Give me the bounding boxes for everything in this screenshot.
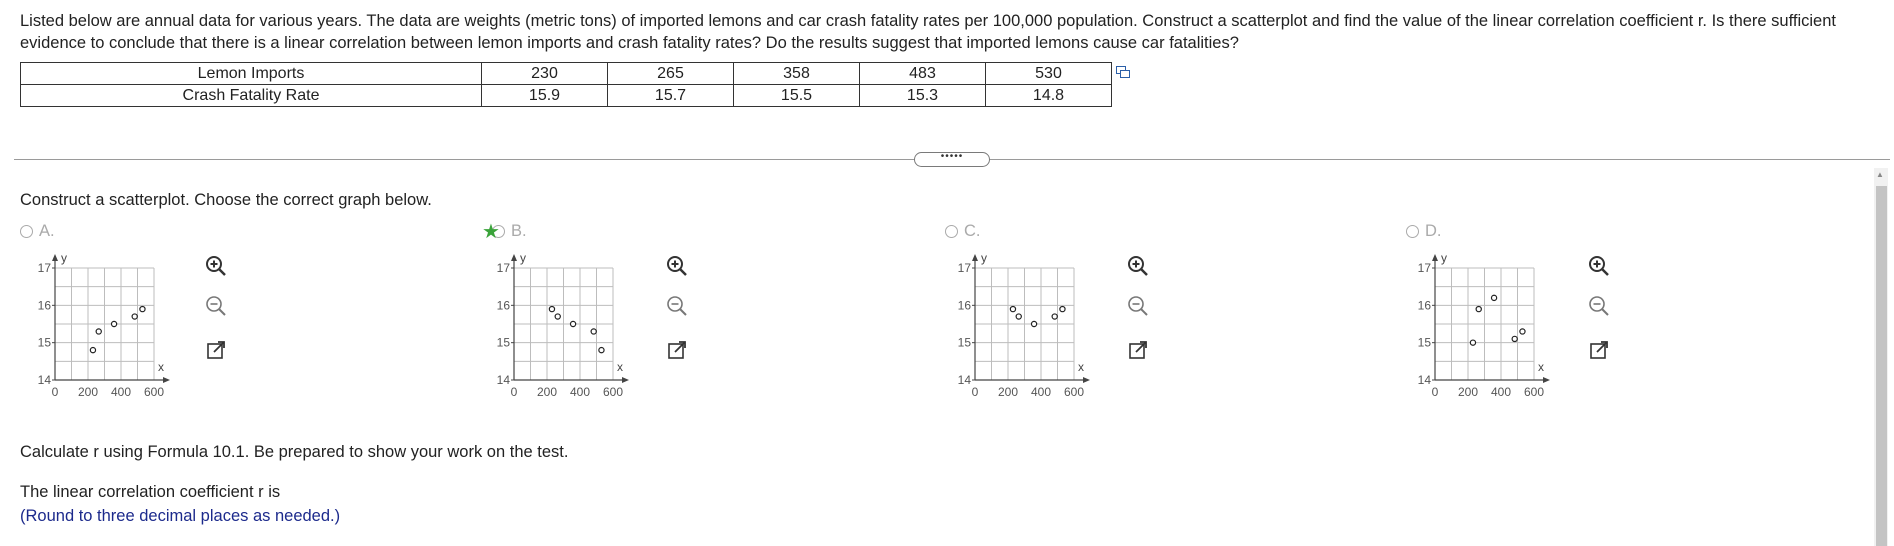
option-a[interactable] <box>20 222 55 241</box>
scatterplot-b[interactable] <box>489 248 649 413</box>
radio-button[interactable] <box>1406 225 1419 238</box>
question-text: Listed below are annual data for various years. The data are weights (metric tons) of imported lemons and car crash fatality rates per 100,000 population. Construct a scatterplot and find the value of the linear correlation coefficient r. Is there sufficient evidence to conclude that there is a linear correlation between lemon imports and crash fatality rates? Do the results suggest that imported lemons cause car fatalities? <box>20 12 1836 52</box>
x-tick-label: 400 <box>1030 385 1052 399</box>
y-tick-label: 16 <box>37 298 51 313</box>
zoom-in-icon[interactable] <box>1126 254 1150 278</box>
y-tick-label: 15 <box>496 335 510 350</box>
open-new-window-icon[interactable] <box>204 338 228 362</box>
x-tick-label: 400 <box>569 385 591 399</box>
scatter-point <box>1520 329 1525 334</box>
x-tick-label: 200 <box>77 385 99 399</box>
row-label: Crash Fatality Rate <box>21 85 482 107</box>
y-tick-label: 15 <box>957 335 971 350</box>
scatter-point <box>1060 306 1065 311</box>
option-c[interactable] <box>945 222 981 241</box>
x-tick-label: 400 <box>110 385 132 399</box>
x-tick-label: 0 <box>1431 385 1439 399</box>
r-label: The linear correlation coefficient r is <box>20 483 281 501</box>
y-tick-label: 17 <box>496 261 510 275</box>
x-tick-label: 600 <box>143 385 165 399</box>
y-axis-letter: y <box>520 251 526 265</box>
y-tick-label: 14 <box>1417 373 1431 387</box>
zoom-in-icon[interactable] <box>665 254 689 278</box>
x-tick-label: 600 <box>1523 385 1545 399</box>
table-cell: 230 <box>482 63 608 85</box>
table-cell: 15.9 <box>482 85 608 107</box>
scrollbar-thumb[interactable] <box>1876 186 1887 546</box>
scatter-point <box>1491 295 1496 300</box>
table-cell: 265 <box>608 63 734 85</box>
x-tick-label: 0 <box>510 385 518 399</box>
table-cell: 15.7 <box>608 85 734 107</box>
y-tick-label: 15 <box>1417 335 1431 350</box>
table-row <box>21 63 1112 85</box>
scatterplot-d[interactable] <box>1410 248 1570 413</box>
resize-handle[interactable]: ••••• <box>914 152 990 167</box>
scatter-point <box>570 321 575 326</box>
scatter-point <box>1016 314 1021 319</box>
scatter-point <box>1010 306 1015 311</box>
x-axis-arrow <box>1543 377 1550 383</box>
x-axis-letter: x <box>158 360 164 374</box>
x-tick-label: 200 <box>536 385 558 399</box>
correct-star-icon: ★ <box>482 220 500 243</box>
x-tick-label: 600 <box>1063 385 1085 399</box>
open-new-window-icon[interactable] <box>1126 338 1150 362</box>
y-tick-label: 16 <box>957 298 971 313</box>
scatter-point <box>140 306 145 311</box>
y-tick-label: 14 <box>496 373 510 387</box>
y-tick-label: 17 <box>957 261 971 275</box>
scatterplot-c[interactable] <box>950 248 1110 413</box>
x-tick-label: 200 <box>997 385 1019 399</box>
scatter-point <box>599 348 604 353</box>
zoom-out-icon[interactable] <box>1126 294 1150 318</box>
zoom-in-icon[interactable] <box>1587 254 1611 278</box>
radio-button[interactable] <box>20 225 33 238</box>
y-tick-label: 17 <box>1417 261 1431 275</box>
option-d[interactable] <box>1406 222 1442 241</box>
option-letter: A. <box>39 222 55 240</box>
x-tick-label: 0 <box>971 385 979 399</box>
y-axis-arrow <box>52 254 58 261</box>
y-tick-label: 14 <box>957 373 971 387</box>
scatter-point <box>96 329 101 334</box>
zoom-out-icon[interactable] <box>665 294 689 318</box>
option-letter: C. <box>964 222 981 240</box>
x-axis-letter: x <box>1078 360 1084 374</box>
option-letter: B. <box>510 222 527 240</box>
scatter-point <box>1512 336 1517 341</box>
y-axis-arrow <box>1432 254 1438 261</box>
table-cell: 14.8 <box>986 85 1112 107</box>
zoom-in-icon[interactable] <box>204 254 228 278</box>
scatter-point <box>1052 314 1057 319</box>
x-axis-arrow <box>1083 377 1090 383</box>
scatter-point <box>555 314 560 319</box>
table-cell: 15.3 <box>860 85 986 107</box>
x-tick-label: 600 <box>602 385 624 399</box>
y-tick-label: 16 <box>1417 298 1431 313</box>
x-axis-letter: x <box>1538 360 1544 374</box>
scatterplot-prompt: Construct a scatterplot. Choose the correct graph below. <box>20 191 432 209</box>
x-tick-label: 0 <box>51 385 59 399</box>
y-tick-label: 17 <box>37 261 51 275</box>
copy-data-icon[interactable] <box>1116 66 1130 78</box>
scatterplot-a[interactable] <box>30 248 190 413</box>
zoom-out-icon[interactable] <box>1587 294 1611 318</box>
y-tick-label: 15 <box>37 335 51 350</box>
scatter-point <box>90 348 95 353</box>
scatter-point <box>1470 340 1475 345</box>
y-tick-label: 16 <box>496 298 510 313</box>
open-new-window-icon[interactable] <box>665 338 689 362</box>
y-axis-letter: y <box>981 251 987 265</box>
option-b[interactable] <box>482 222 527 241</box>
table-cell: 358 <box>734 63 860 85</box>
scatter-point <box>111 321 116 326</box>
x-tick-label: 400 <box>1490 385 1512 399</box>
table-cell: 483 <box>860 63 986 85</box>
y-tick-label: 14 <box>37 373 51 387</box>
open-new-window-icon[interactable] <box>1587 338 1611 362</box>
rounding-note: (Round to three decimal places as needed.) <box>20 507 341 525</box>
table-row <box>21 85 1112 107</box>
row-label: Lemon Imports <box>21 63 482 85</box>
y-axis-arrow <box>972 254 978 261</box>
zoom-out-icon[interactable] <box>204 294 228 318</box>
scroll-up-arrow-icon[interactable]: ▲ <box>1876 170 1884 179</box>
y-axis-letter: y <box>61 251 67 265</box>
scatter-point <box>549 306 554 311</box>
calc-instruction: Calculate r using Formula 10.1. Be prepared to show your work on the test. <box>20 443 569 461</box>
x-tick-label: 200 <box>1457 385 1479 399</box>
scatter-point <box>1476 306 1481 311</box>
scatter-point <box>1031 321 1036 326</box>
radio-button[interactable] <box>945 225 958 238</box>
table-cell: 530 <box>986 63 1112 85</box>
y-axis-letter: y <box>1441 251 1447 265</box>
data-table <box>20 62 1112 107</box>
option-letter: D. <box>1425 222 1442 240</box>
table-cell: 15.5 <box>734 85 860 107</box>
y-axis-arrow <box>511 254 517 261</box>
x-axis-letter: x <box>617 360 623 374</box>
x-axis-arrow <box>163 377 170 383</box>
scatter-point <box>132 314 137 319</box>
x-axis-arrow <box>622 377 629 383</box>
scatter-point <box>591 329 596 334</box>
